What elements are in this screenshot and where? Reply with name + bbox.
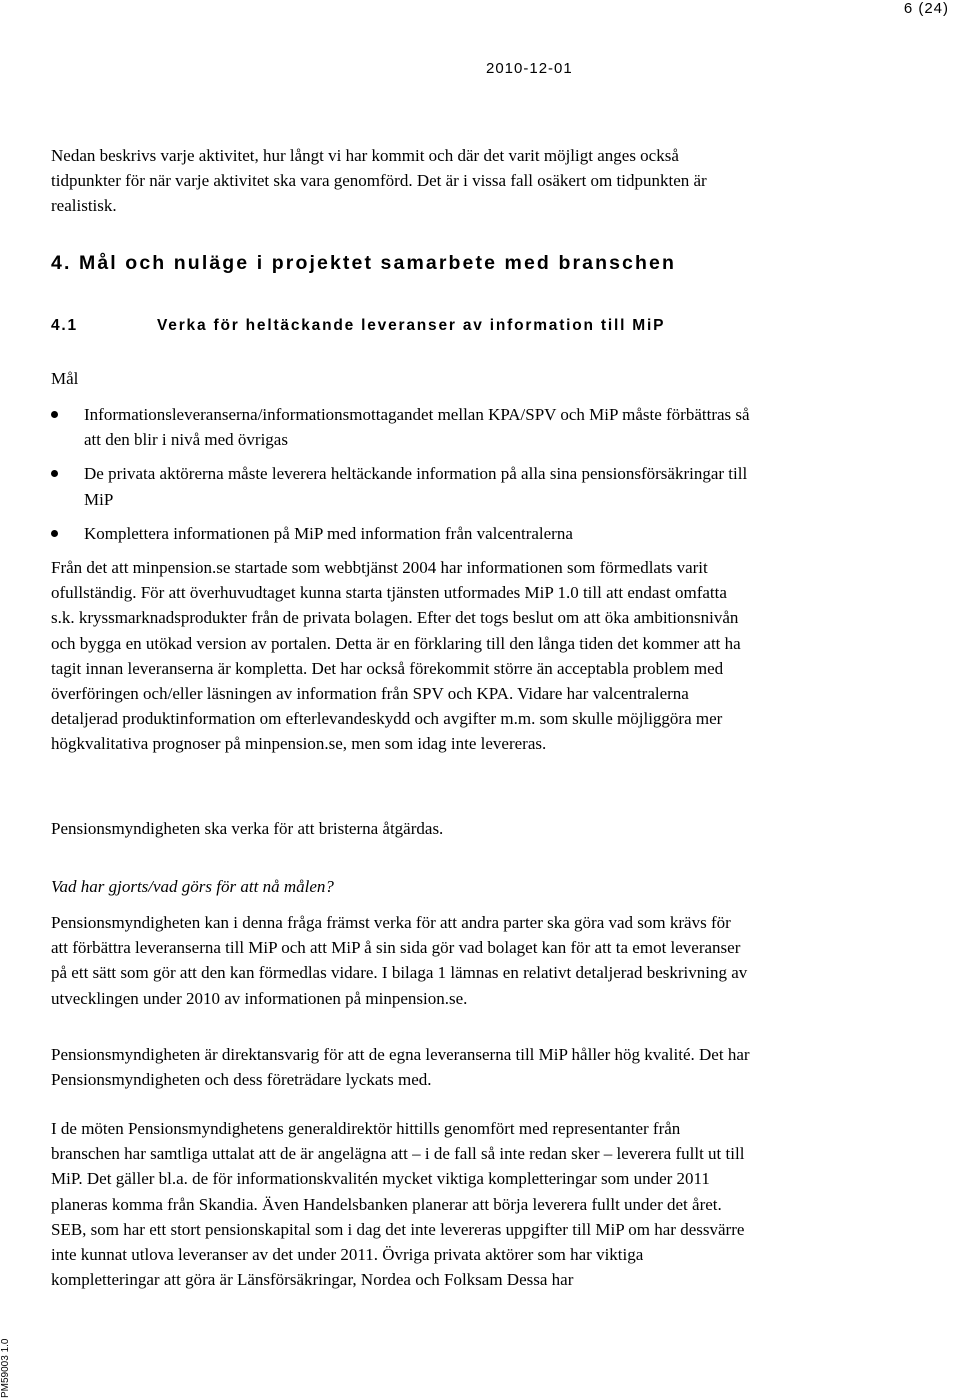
list-item: De privata aktörerna måste leverera heltäckande information på alla sina pensionsförsäkringar till MiP (51, 461, 751, 511)
question-heading: Vad har gjorts/vad görs för att nå målen? (51, 877, 334, 896)
subsection-heading (51, 317, 665, 335)
intro-paragraph: Nedan beskrivs varje aktivitet, hur långt vi har kommit och där det varit möjligt anges också tidpunkter för när varje aktivitet ska vara genomförd. Det är i vissa fall osäkert om tidpunkten är realistisk. (51, 146, 707, 216)
background-paragraph: Från det att minpension.se startade som webbtjänst 2004 har informationen som förmedlats varit ofullständig. För att överhuvudtaget kunna starta tjänsten utformades MiP 1.0 till att endast omfatta s.k. kryssmarknadsprodukter från de privata bolagen. Efter det togs beslut om att öka ambitionsnivån och bygga en utökad version av portalen. Detta är en förklaring till den långa tiden det kommer att ha tagit innan leveranserna är kompletta. Det har också förekommit större än acceptabla problem med överföringen och/eller läsningen av information från SPV och KPA. Vidare har valcentralerna detaljerad produktinformation om efterlevandeskydd och avgifter m.m. som skulle möjliggöra mer högkvalitativa prognoser på minpension.se, men som idag inte levereras. (51, 558, 741, 754)
subsection-title: Verka för heltäckande leveranser av information till MiP (157, 317, 666, 334)
responsibility-paragraph: Pensionsmyndigheten är direktansvarig för att de egna leveranserna till MiP håller hög kvalité. Det har Pensionsmyndigheten och dess företrädare lyckats med. (51, 1045, 750, 1090)
action-statement: Pensionsmyndigheten ska verka för att bristerna åtgärdas. (51, 819, 444, 838)
goals-label: Mål (51, 369, 79, 388)
meetings-paragraph: I de möten Pensionsmyndighetens generaldirektör hittills genomfört med representanter från branschen har samtliga uttalat att de är angelägna att – i de fall så inte redan sker – leverera fullt ut till MiP. Det gäller bl.a. de för informationskvalitén mycket viktiga kompletteringar som under 2011 planeras komma från Skandia. Även Handelsbanken planerar att börja leverera fullt under det året. SEB, som har ett stort pensionskapital som i dag det inte levereras uppgifter till MiP om har dessvärre inte kunnat utlova leveranser av det under 2011. Övriga privata aktörer som har viktiga kompletteringar att göra är Länsförsäkringar, Nordea och Folksam Dessa har (51, 1119, 745, 1290)
list-item: Informationsleveranserna/informationsmottagandet mellan KPA/SPV och MiP måste förbättras så att den blir i nivå med övrigas (51, 402, 751, 452)
bullet-icon (51, 470, 58, 477)
progress-paragraph: Pensionsmyndigheten kan i denna fråga främst verka för att andra parter ska göra vad som krävs för att förbättra leveranserna till MiP och att MiP å sin sida gör vad bolaget kan för att ta emot leveranser på ett sätt som gör att den kan förmedlas vidare. I bilaga 1 lämnas en relativt detaljerad beskrivning av utvecklingen under 2010 av informationen på minpension.se. (51, 913, 748, 1008)
document-date: 2010-12-01 (486, 60, 573, 77)
page-number: 6 (24) (903, 0, 949, 17)
bullet-icon (51, 530, 58, 537)
document-code: PM59003 1.0 (0, 1338, 11, 1398)
goals-list (51, 402, 751, 555)
list-item: Komplettera informationen på MiP med information från valcentralerna (51, 521, 751, 546)
section-heading: 4. Mål och nuläge i projektet samarbete med branschen (51, 252, 676, 274)
bullet-icon (51, 411, 58, 418)
subsection-number: 4.1 (51, 317, 78, 334)
